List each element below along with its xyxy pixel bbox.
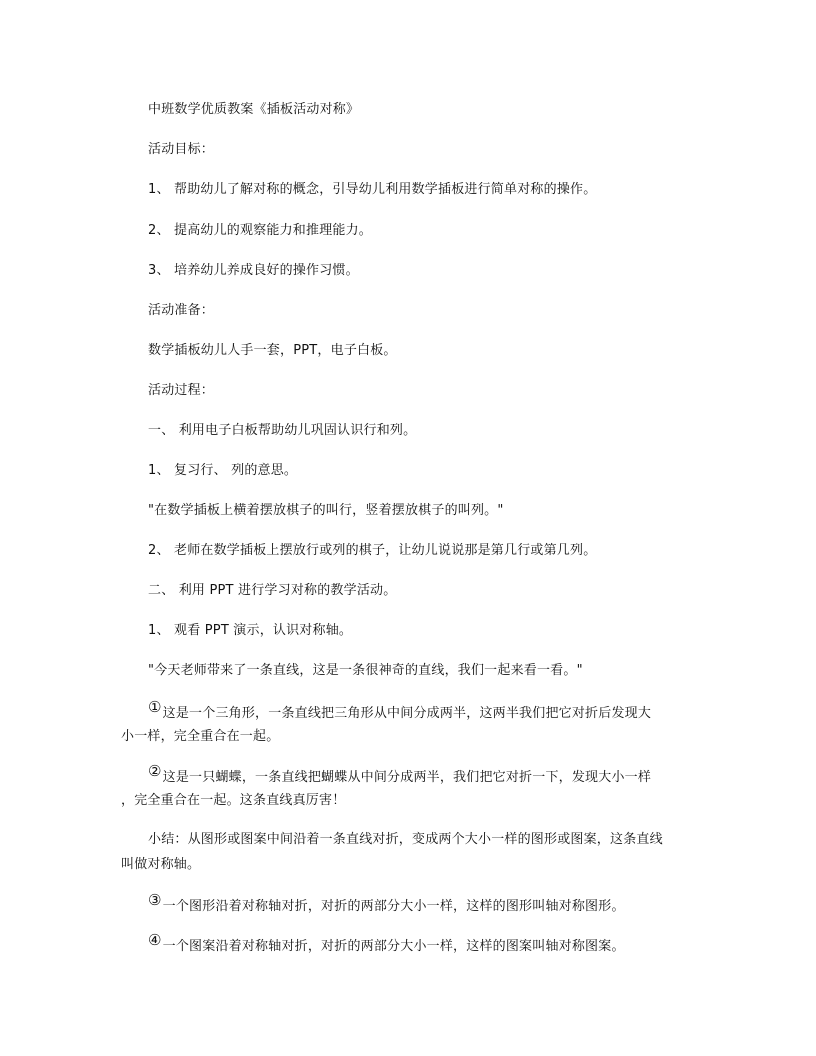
item-3-text: 一个图形沿着对称轴对折，对折的两部分大小一样，这样的图形叫轴对称图形。 bbox=[162, 899, 625, 914]
prep-text: 数学插板幼儿人手一套，PPT，电子白板。 bbox=[148, 343, 397, 358]
item-marker-4: ④ bbox=[148, 931, 162, 949]
section-heading-1: 一、 利用电子白板帮助幼儿巩固认识行和列。 bbox=[148, 423, 417, 438]
section-heading-2: 二、 利用 PPT 进行学习对称的教学活动。 bbox=[148, 583, 397, 598]
item-marker-1: ① bbox=[148, 698, 162, 716]
list-item-3 bbox=[148, 891, 625, 917]
item-4-text: 一个图案沿着对称轴对折，对折的两部分大小一样，这样的图案叫轴对称图案。 bbox=[162, 939, 625, 954]
item-marker-3: ③ bbox=[148, 891, 162, 909]
document-title: 中班数学优质教案《插板活动对称》 bbox=[148, 102, 360, 117]
quote-2: "今天老师带来了一条直线，这是一条很神奇的直线，我们一起来看一看。" bbox=[148, 663, 583, 678]
item-1-continuation: 小一样，完全重合在一起。 bbox=[121, 729, 280, 744]
prep-heading: 活动准备： bbox=[148, 303, 215, 318]
list-item-1 bbox=[148, 698, 652, 724]
item-2-text: 这是一只蝴蝶，一条直线把蝴蝶从中间分成两半，我们把它对折一下，发现大小一样 bbox=[162, 770, 652, 785]
summary-continuation: 叫做对称轴。 bbox=[121, 857, 201, 872]
quote-1: "在数学插板上横着摆放棋子的叫行，竖着摆放棋子的叫列。" bbox=[148, 503, 504, 518]
list-item-4 bbox=[148, 931, 625, 957]
item-2-continuation: ，完全重合在一起。这条直线真厉害！ bbox=[121, 793, 346, 808]
list-item-2 bbox=[148, 762, 652, 788]
step-2-1: 1、 观看 PPT 演示，认识对称轴。 bbox=[148, 623, 353, 638]
step-1-1: 1、 复习行、 列的意思。 bbox=[148, 463, 298, 478]
item-1-text: 这是一个三角形，一条直线把三角形从中间分成两半，这两半我们把它对折后发现大 bbox=[162, 706, 652, 721]
goal-item-1: 1、 帮助幼儿了解对称的概念，引导幼儿利用数学插板进行简单对称的操作。 bbox=[148, 182, 597, 197]
summary-text: 小结：从图形或图案中间沿着一条直线对折，变成两个大小一样的图形或图案，这条直线 bbox=[148, 832, 663, 847]
step-1-2: 2、 老师在数学插板上摆放行或列的棋子，让幼儿说说那是第几行或第几列。 bbox=[148, 543, 597, 558]
item-marker-2: ② bbox=[148, 762, 162, 780]
process-heading: 活动过程： bbox=[148, 383, 215, 398]
goals-heading: 活动目标： bbox=[148, 142, 215, 157]
goal-item-3: 3、 培养幼儿养成良好的操作习惯。 bbox=[148, 263, 359, 278]
goal-item-2: 2、 提高幼儿的观察能力和推理能力。 bbox=[148, 223, 373, 238]
